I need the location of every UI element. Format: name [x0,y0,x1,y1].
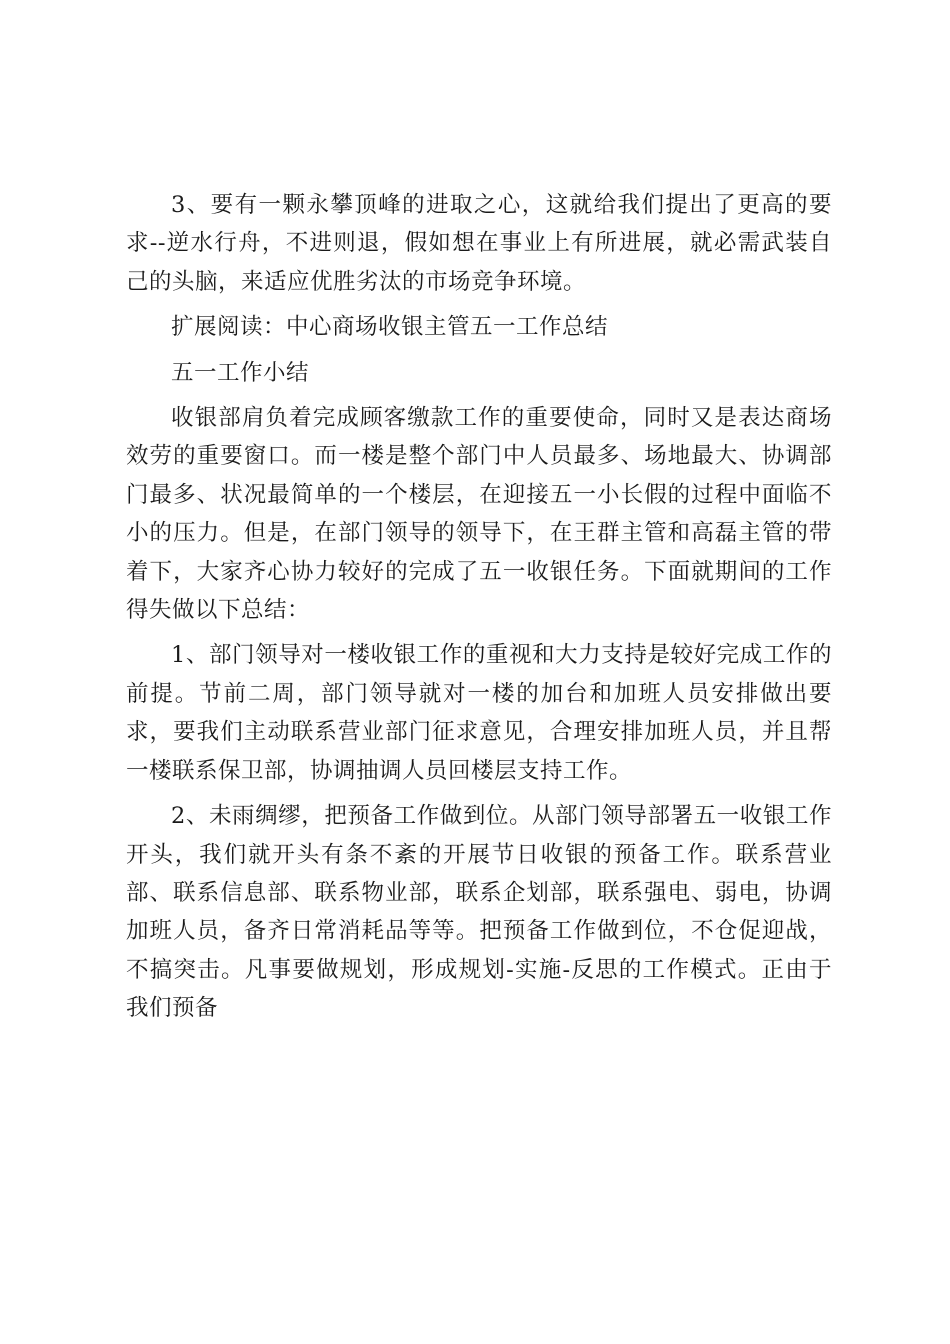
section-heading: 五一工作小结 [171,359,310,386]
paragraph-item-2: 2、未雨绸缪，把预备工作做到位。从部门领导部署五一收银工作开头，我们就开头有条不紊的开展节日收银的预备工作。联系营业部、联系信息部、联系物业部，联系企划部，联系强电、弱电，协调加班人员，备齐日常消耗品等等。把预备工作做到位，不仓促迎战，不搞突击。凡事要做规划，形成规划-实施-反思的工作模式。正由于我们预备 [126,803,832,1022]
document-body [126,186,832,1035]
paragraph-intro: 收银部肩负着完成顾客缴款工作的重要使命，同时又是表达商场效劳的重要窗口。而一楼是整个部门中人员最多、场地最大、协调部门最多、状况最简单的一个楼层，在迎接五一小长假的过程中面临不小的压力。但是，在部门领导的领导下，在王群主管和高磊主管的带着下，大家齐心协力较好的完成了五一收银任务。下面就期间的工作得失做以下总结： [126,405,832,624]
paragraph-item-1: 1、部门领导对一楼收银工作的重视和大力支持是较好完成工作的前提。节前二周，部门领导就对一楼的加台和加班人员安排做出要求，要我们主动联系营业部门征求意见，合理安排加班人员，并且帮一楼联系保卫部，协调抽调人员回楼层支持工作。 [126,642,832,784]
paragraph-point-3: 3、要有一颗永攀顶峰的进取之心，这就给我们提出了更高的要求--逆水行舟，不进则退，假如想在事业上有所进展，就必需武装自己的头脑，来适应优胜劣汰的市场竞争环境。 [126,192,832,295]
paragraph-extended-reading: 扩展阅读：中心商场收银主管五一工作总结 [171,314,609,341]
